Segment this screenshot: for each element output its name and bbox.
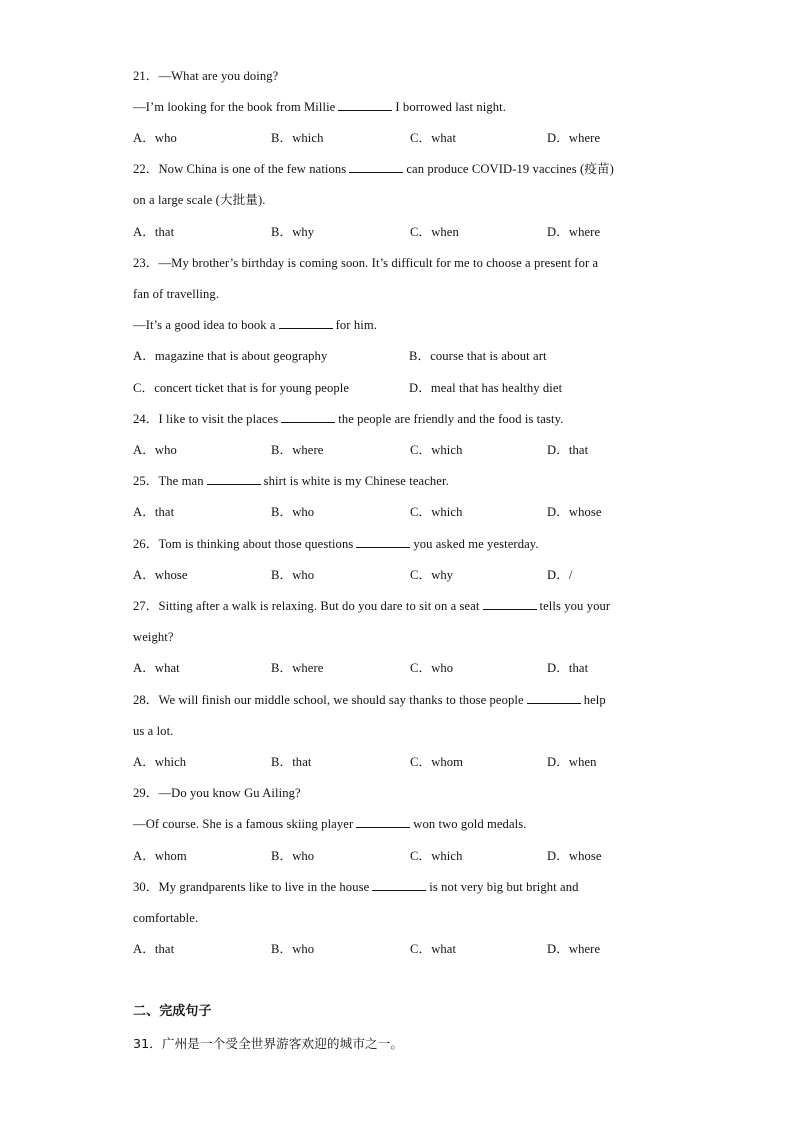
option-a[interactable]: A．what [133, 661, 180, 675]
option-c[interactable]: C．concert ticket that is for young people [133, 381, 350, 395]
q21-line2 [133, 99, 506, 115]
q21-text-b: I borrowed last night. [395, 100, 506, 114]
q29-text-a: —Of course. She is a famous skiing player [133, 817, 354, 831]
q26-text-a: 26．Tom is thinking about those questions [133, 537, 354, 551]
option-d[interactable]: D．/ [547, 568, 573, 582]
option-b[interactable]: B．who [271, 568, 315, 582]
q23-text-b: for him. [335, 318, 377, 332]
q25-options [133, 504, 693, 520]
option-c[interactable]: C．which [410, 849, 463, 863]
answer-blank[interactable] [483, 598, 537, 610]
q25-text-a: 25．The man [133, 474, 204, 488]
option-a[interactable]: A．whom [133, 849, 187, 863]
q30-text-b: is not very big but bright and [429, 880, 579, 894]
q27-text-b: tells you your [539, 599, 611, 613]
option-a[interactable]: A．who [133, 443, 177, 457]
q22-options [133, 224, 693, 240]
answer-blank[interactable] [372, 879, 426, 891]
option-c[interactable]: C．what [410, 942, 457, 956]
q24-stem [133, 411, 563, 427]
option-d[interactable]: D．when [547, 755, 597, 769]
option-c[interactable]: C．when [410, 225, 459, 239]
q28-line2: us a lot. [133, 724, 174, 738]
answer-blank[interactable] [349, 161, 403, 173]
option-b[interactable]: B．where [271, 661, 324, 675]
option-a[interactable]: A．who [133, 131, 177, 145]
option-d[interactable]: D．that [547, 661, 589, 675]
q28-options [133, 754, 693, 770]
option-d[interactable]: D．meal that has healthy diet [409, 381, 563, 395]
option-b[interactable]: B．course that is about art [409, 349, 547, 363]
q28-text-a: 28．We will finish our middle school, we should say thanks to those people [133, 693, 524, 707]
q27-stem [133, 598, 610, 614]
q26-text-b: you asked me yesterday. [413, 537, 539, 551]
option-a[interactable]: A．which [133, 755, 187, 769]
option-d[interactable]: D．that [547, 443, 589, 457]
q24-text-a: 24．I like to visit the places [133, 412, 279, 426]
q27-text-a: 27．Sitting after a walk is relaxing. But do you dare to sit on a seat [133, 599, 480, 613]
q22-text-a: 22．Now China is one of the few nations [133, 162, 347, 176]
q22-line2: on a large scale (大批量). [133, 193, 266, 207]
option-a[interactable]: A．that [133, 942, 175, 956]
answer-blank[interactable] [356, 816, 410, 828]
q26-options [133, 567, 693, 583]
option-d[interactable]: D．where [547, 131, 601, 145]
option-b[interactable]: B．who [271, 942, 315, 956]
answer-blank[interactable] [338, 99, 392, 111]
q31-stem: 31．广州是一个受全世界游客欢迎的城市之一。 [133, 1036, 404, 1051]
option-c[interactable]: C．whom [410, 755, 464, 769]
q29-text-b: won two gold medals. [413, 817, 527, 831]
option-a[interactable]: A．whose [133, 568, 188, 582]
option-b[interactable]: B．that [271, 755, 312, 769]
q30-options [133, 941, 693, 957]
q29-line2 [133, 816, 526, 832]
q23-line3 [133, 317, 377, 333]
q25-stem [133, 473, 449, 489]
option-a[interactable]: A．that [133, 225, 175, 239]
q30-line2: comfortable. [133, 911, 199, 925]
q23-stem: 23．—My brother’s birthday is coming soon. It’s difficult for me to choose a present for a [133, 256, 599, 270]
q30-text-a: 30．My grandparents like to live in the house [133, 880, 370, 894]
q27-line2: weight? [133, 630, 174, 644]
q23-options-row2 [133, 380, 693, 396]
q22-text-b: can produce COVID-19 vaccines (疫苗) [406, 162, 614, 176]
option-b[interactable]: B．where [271, 443, 324, 457]
option-c[interactable]: C．why [410, 568, 454, 582]
option-d[interactable]: D．whose [547, 849, 602, 863]
option-b[interactable]: B．who [271, 849, 315, 863]
q23-options-row1 [133, 348, 693, 364]
answer-blank[interactable] [279, 317, 333, 329]
q28-stem [133, 692, 606, 708]
q29-options [133, 848, 693, 864]
option-c[interactable]: C．which [410, 443, 463, 457]
option-c[interactable]: C．who [410, 661, 454, 675]
q28-text-b: help [583, 693, 606, 707]
option-c[interactable]: C．which [410, 505, 463, 519]
option-c[interactable]: C．what [410, 131, 457, 145]
q29-stem: 29．—Do you know Gu Ailing? [133, 786, 301, 800]
q27-options [133, 660, 693, 676]
q21-text-a: —I’m looking for the book from Millie [133, 100, 336, 114]
option-d[interactable]: D．whose [547, 505, 602, 519]
section-heading: 二、完成句子 [133, 1004, 212, 1019]
option-b[interactable]: B．who [271, 505, 315, 519]
q23-line2: fan of travelling. [133, 287, 220, 301]
q26-stem [133, 536, 539, 552]
option-d[interactable]: D．where [547, 942, 601, 956]
q30-stem [133, 879, 579, 895]
option-d[interactable]: D．where [547, 225, 601, 239]
answer-blank[interactable] [527, 692, 581, 704]
q24-text-b: the people are friendly and the food is tasty. [338, 412, 564, 426]
q24-options [133, 442, 693, 458]
option-a[interactable]: A．that [133, 505, 175, 519]
answer-blank[interactable] [281, 411, 335, 423]
answer-blank[interactable] [207, 473, 261, 485]
option-b[interactable]: B．which [271, 131, 324, 145]
q25-text-b: shirt is white is my Chinese teacher. [263, 474, 449, 488]
q22-stem [133, 161, 614, 177]
answer-blank[interactable] [356, 536, 410, 548]
q21-stem: 21．—What are you doing? [133, 69, 279, 83]
q23-text-a: —It’s a good idea to book a [133, 318, 276, 332]
option-b[interactable]: B．why [271, 225, 315, 239]
option-a[interactable]: A．magazine that is about geography [133, 349, 328, 363]
q21-options [133, 130, 693, 146]
